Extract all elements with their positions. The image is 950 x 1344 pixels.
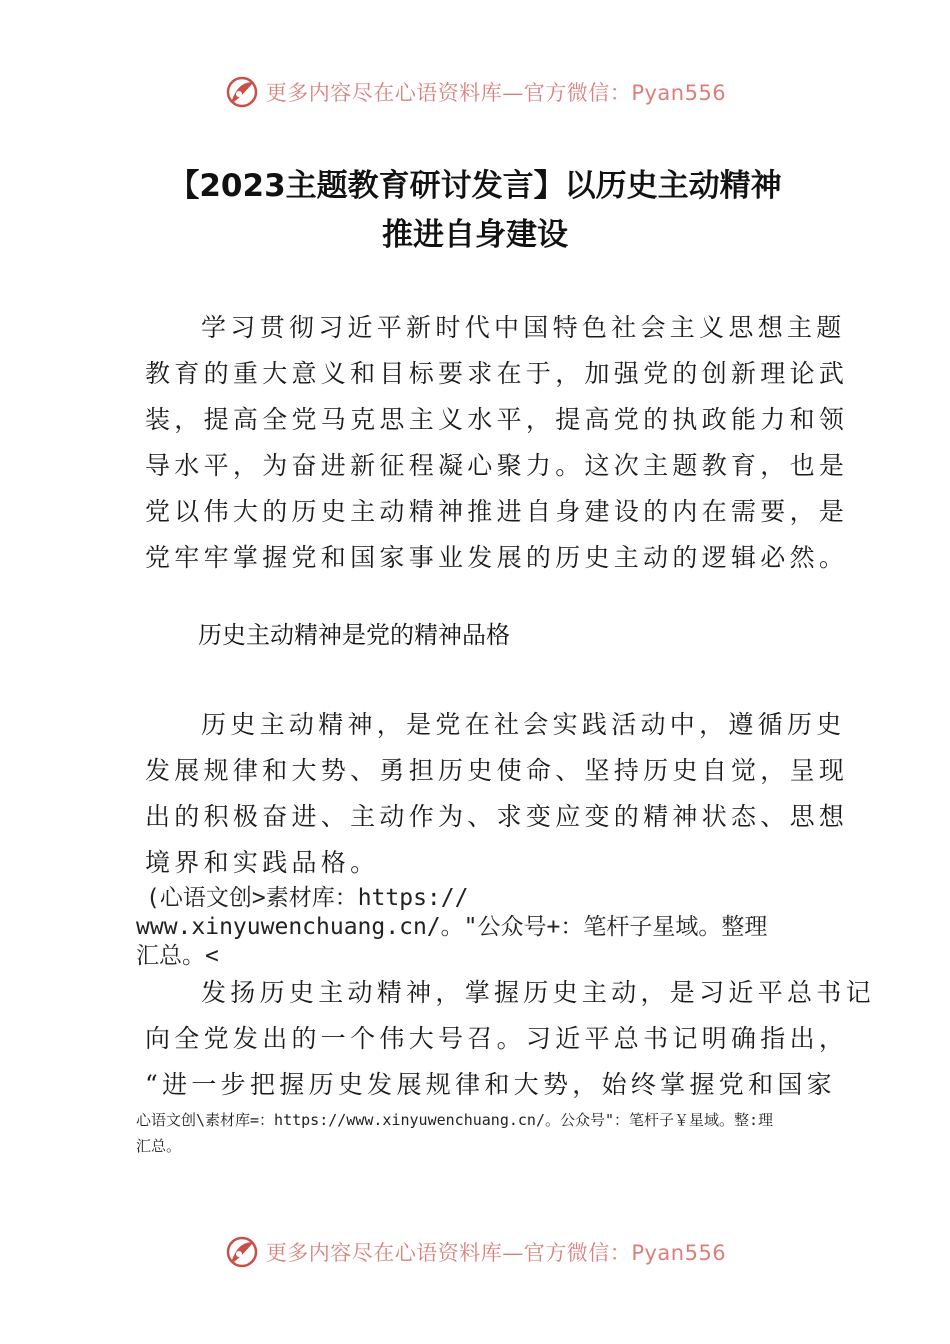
paragraph-line: 党牢牢掌握党和国家事业发展的历史主动的逻辑必然。	[145, 543, 849, 572]
paragraph-line: 发展规律和大势、勇担历史使命、坚持历史自觉，呈现	[145, 756, 849, 785]
footer-note	[136, 1107, 826, 1159]
paragraph-line: 党以伟大的历史主动精神推进自身建设的内在需要，是	[145, 497, 849, 526]
footer-note-line: 心语文创\素材库=：https://www.xinyuwenchuang.cn/。公众号"：笔杆子￥星域。整:理	[136, 1111, 774, 1129]
paragraph-line: 向全党发出的一个伟大号召。习近平总书记明确指出，	[145, 1024, 849, 1053]
source-note-line: (心语文创>素材库：https://	[146, 885, 469, 911]
paragraph-line: 发扬历史主动精神，掌握历史主动，是习近平总书记	[201, 978, 875, 1007]
source-note-line: www.xinyuwenchuang.cn/。"公众号+：笔杆子星域。整理	[136, 914, 768, 940]
paragraph-line: 境界和实践品格。	[145, 848, 380, 877]
paragraph-line: 教育的重大意义和目标要求在于，加强党的创新理论武	[145, 359, 849, 388]
title-line-1: 【2023主题教育研讨发言】以历史主动精神	[168, 168, 782, 204]
paragraph-line: 历史主动精神，是党在社会实践活动中，遵循历史	[201, 710, 846, 739]
source-note-line: 汇总。<	[136, 943, 219, 969]
paragraph-intro	[145, 305, 849, 581]
source-note	[136, 884, 836, 971]
banner-text: 更多内容尽在心语资料库—官方微信：Pyan556	[265, 81, 727, 105]
document-title	[100, 162, 850, 260]
paragraph-line: 导水平，为奋进新征程凝心聚力。这次主题教育，也是	[145, 451, 849, 480]
banner-text: 更多内容尽在心语资料库—官方微信：Pyan556	[265, 1241, 727, 1265]
footer-banner	[0, 1230, 950, 1274]
header-banner	[0, 70, 950, 114]
paragraph-line: 学习贯彻习近平新时代中国特色社会主义思想主题	[201, 313, 846, 342]
paragraph-call	[145, 970, 875, 1108]
paragraph-line: 装，提高全党马克思主义水平，提高党的执政能力和领	[145, 405, 849, 434]
brand-logo-icon	[224, 74, 260, 110]
paragraph-line: “进一步把握历史发展规律和大势，始终掌握党和国家	[145, 1070, 836, 1099]
section-heading: 历史主动精神是党的精神品格	[198, 621, 510, 649]
title-line-2: 推进自身建设	[382, 217, 568, 253]
wechat-id: Pyan556	[631, 81, 727, 105]
footer-note-line: 汇总。	[136, 1137, 182, 1155]
paragraph-line: 出的积极奋进、主动作为、求变应变的精神状态、思想	[145, 802, 849, 831]
paragraph-definition	[145, 702, 849, 886]
wechat-id: Pyan556	[631, 1241, 727, 1265]
brand-logo-icon	[224, 1234, 260, 1270]
